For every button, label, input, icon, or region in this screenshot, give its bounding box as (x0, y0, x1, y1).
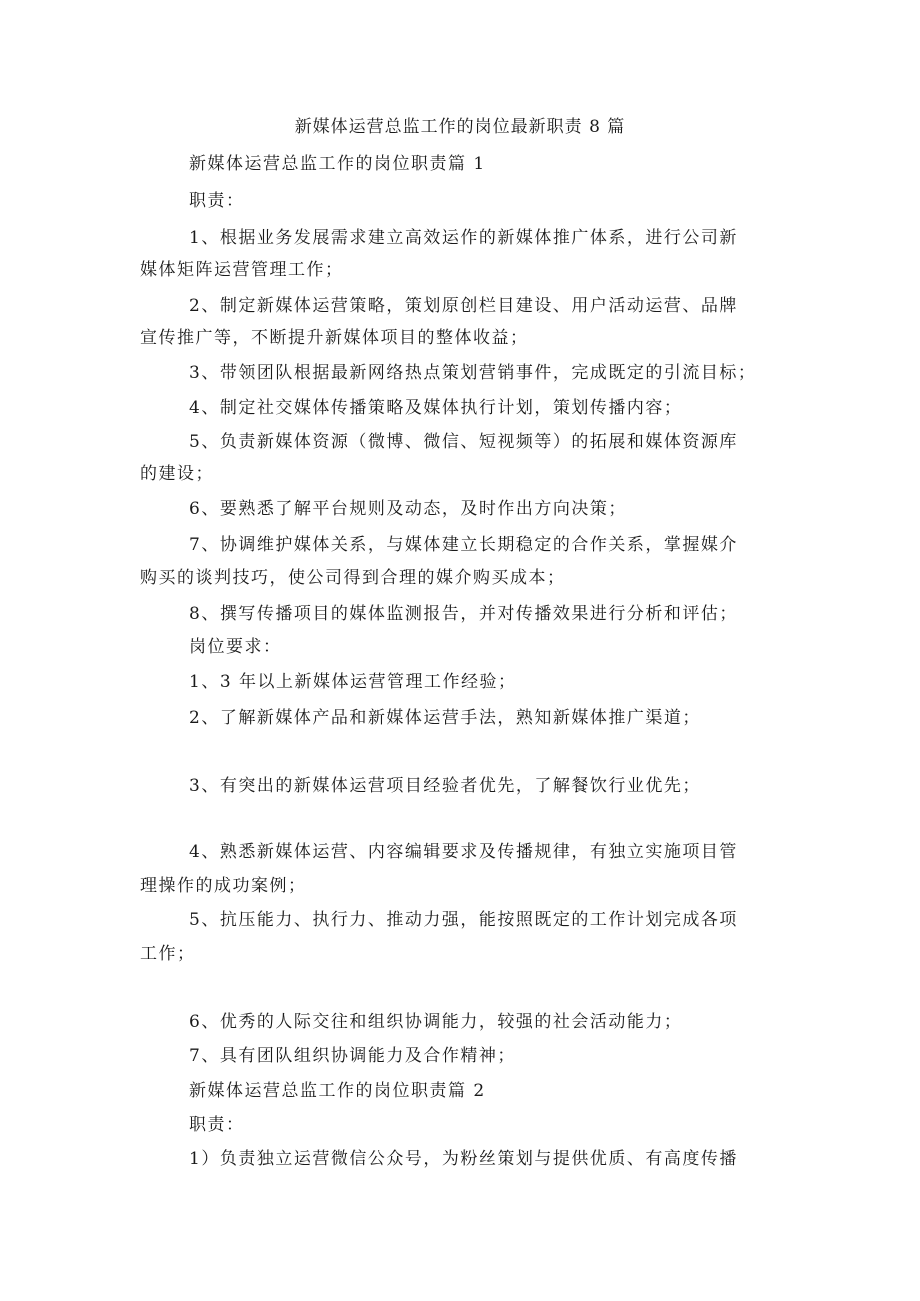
paragraph-line: 8、撰写传播项目的媒体监测报告，并对传播效果进行分析和评估； (189, 604, 738, 624)
paragraph-line: 5、抗压能力、执行力、推动力强，能按照既定的工作计划完成各项 (189, 910, 738, 930)
paragraph-line: 工作； (140, 944, 196, 964)
paragraph-line: 购买的谈判技巧，使公司得到合理的媒介购买成本； (140, 568, 566, 588)
paragraph-line: 媒体矩阵运营管理工作； (140, 260, 344, 280)
subheading: 职责： (189, 1115, 245, 1135)
section-heading: 新媒体运营总监工作的岗位职责篇 2 (189, 1081, 486, 1101)
paragraph-line: 7、协调维护媒体关系，与媒体建立长期稳定的合作关系，掌握媒介 (189, 535, 738, 555)
document-title: 新媒体运营总监工作的岗位最新职责 8 篇 (294, 117, 626, 137)
paragraph-line: 理操作的成功案例； (140, 876, 307, 896)
paragraph-line: 3、有突出的新媒体运营项目经验者优先，了解餐饮行业优先； (189, 776, 701, 796)
paragraph-line: 7、具有团队组织协调能力及合作精神； (189, 1046, 516, 1066)
paragraph-line: 2、制定新媒体运营策略，策划原创栏目建设、用户活动运营、品牌 (189, 296, 738, 316)
paragraph-line: 2、了解新媒体产品和新媒体运营手法，熟知新媒体推广渠道； (189, 708, 701, 728)
subheading: 岗位要求： (189, 637, 282, 657)
paragraph-line: 6、要熟悉了解平台规则及动态，及时作出方向决策； (189, 499, 627, 519)
paragraph-line: 1、根据业务发展需求建立高效运作的新媒体推广体系，进行公司新 (189, 228, 738, 248)
paragraph-line: 1）负责独立运营微信公众号，为粉丝策划与提供优质、有高度传播 (189, 1149, 738, 1169)
paragraph-line: 5、负责新媒体资源（微博、微信、短视频等）的拓展和媒体资源库 (189, 432, 738, 452)
paragraph-line: 3、带领团队根据最新网络热点策划营销事件，完成既定的引流目标； (189, 363, 757, 383)
paragraph-line: 宣传推广等，不断提升新媒体项目的整体收益； (140, 328, 529, 348)
paragraph-line: 6、优秀的人际交往和组织协调能力，较强的社会活动能力； (189, 1012, 683, 1032)
subheading: 职责： (189, 191, 245, 211)
paragraph-line: 4、熟悉新媒体运营、内容编辑要求及传播规律，有独立实施项目管 (189, 842, 738, 862)
paragraph-line: 1、3 年以上新媒体运营管理工作经验； (189, 672, 517, 692)
section-heading: 新媒体运营总监工作的岗位职责篇 1 (189, 154, 486, 174)
paragraph-line: 的建设； (140, 464, 214, 484)
paragraph-line: 4、制定社交媒体传播策略及媒体执行计划，策划传播内容； (189, 398, 683, 418)
